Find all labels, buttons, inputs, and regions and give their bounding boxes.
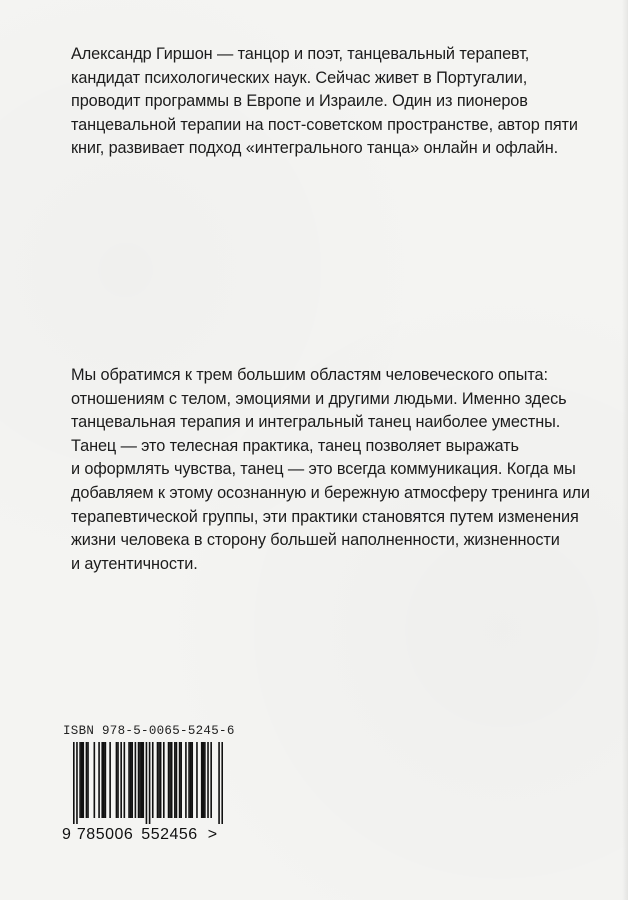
barcode-bar bbox=[82, 742, 84, 818]
barcode-bar bbox=[171, 742, 173, 818]
barcode-bar bbox=[135, 742, 137, 818]
barcode-guard-bar bbox=[76, 742, 78, 824]
barcode bbox=[73, 742, 223, 824]
barcode-bar bbox=[196, 742, 198, 818]
barcode-bar bbox=[191, 742, 193, 818]
bio-line: проводит программы в Европе и Израиле. Один из пионеров bbox=[71, 92, 528, 111]
barcode-bar bbox=[174, 742, 176, 818]
barcode-bar bbox=[117, 742, 119, 818]
barcode-bar bbox=[81, 742, 83, 818]
barcode-bar bbox=[202, 742, 204, 818]
barcode-group-left: 785006 bbox=[76, 826, 134, 843]
description-line: и оформлять чувства, танец — это всегда коммуникация. Когда мы bbox=[71, 460, 576, 479]
barcode-bar bbox=[116, 742, 118, 818]
barcode-bar bbox=[169, 742, 171, 818]
barcode-first-digit: 9 bbox=[62, 826, 71, 843]
barcode-bar bbox=[163, 742, 165, 818]
barcode-bar bbox=[176, 742, 178, 818]
barcode-bar bbox=[120, 742, 122, 818]
barcode-bar bbox=[109, 742, 111, 818]
barcode-bar bbox=[207, 742, 209, 818]
barcode-bar bbox=[152, 742, 154, 818]
bio-line: Александр Гиршон — танцор и поэт, танцевальный терапевт, bbox=[71, 45, 530, 63]
barcode-bar bbox=[138, 742, 140, 818]
barcode-bar bbox=[87, 742, 89, 818]
barcode-bar bbox=[179, 742, 181, 818]
barcode-guard-bar bbox=[146, 742, 148, 824]
barcode-group-right: 552456 bbox=[141, 826, 198, 843]
barcode-digits bbox=[62, 826, 217, 844]
author-bio bbox=[71, 43, 591, 161]
barcode-bar bbox=[180, 742, 182, 818]
barcode-bar bbox=[160, 742, 162, 818]
barcode-bar bbox=[141, 742, 143, 818]
barcode-bar bbox=[103, 742, 105, 818]
barcode-guard-bar bbox=[221, 742, 223, 824]
barcode-bar bbox=[128, 742, 130, 818]
barcode-bar bbox=[79, 742, 81, 818]
bio-line: кандидат психологических наук. Сейчас живет в Португалии, bbox=[71, 68, 528, 87]
barcode-bar bbox=[105, 742, 107, 818]
barcode-guard-bar bbox=[73, 742, 75, 824]
barcode-bar bbox=[157, 742, 159, 818]
bio-line: танцевальной терапии на пост-советском пространстве, автор пяти bbox=[71, 115, 578, 134]
barcode-bar bbox=[142, 742, 144, 818]
barcode-bar bbox=[204, 742, 206, 818]
description-line: танцевальная терапия и интегральный танец наиболее уместны. bbox=[71, 413, 561, 432]
description-line: Мы обратимся к трем большим областям человеческого опыта: bbox=[71, 366, 548, 384]
barcode-bar bbox=[188, 742, 190, 818]
description-line: отношениям с телом, эмоциями и другими людьми. Именно здесь bbox=[71, 389, 567, 408]
barcode-bar bbox=[124, 742, 126, 818]
description-line: и аутентичности. bbox=[71, 554, 198, 573]
barcode-bar bbox=[210, 742, 212, 818]
description-line: добавляем к этому осознанную и бережную атмосферу тренинга или bbox=[71, 483, 590, 502]
barcode-bar bbox=[98, 742, 100, 818]
description-line: терапевтической группы, эти практики становятся путем изменения bbox=[71, 507, 579, 526]
barcode-bar bbox=[158, 742, 160, 818]
barcode-bar bbox=[86, 742, 88, 818]
barcode-bar bbox=[185, 742, 187, 818]
barcode-bar bbox=[130, 742, 132, 818]
barcode-bar bbox=[131, 742, 133, 818]
barcode-bar bbox=[139, 742, 141, 818]
barcode-bar bbox=[94, 742, 96, 818]
barcode-arrow: > bbox=[207, 826, 218, 843]
description-line: Танец — это телесная практика, танец позволяет выражать bbox=[71, 436, 519, 455]
barcode-bar bbox=[201, 742, 203, 818]
barcode-guard-bar bbox=[218, 742, 220, 824]
isbn-label: ISBN 978-5-0065-5245-6 bbox=[63, 724, 235, 738]
book-description bbox=[71, 364, 591, 576]
barcode-bar bbox=[101, 742, 103, 818]
barcode-guard-bar bbox=[149, 742, 151, 824]
description-line: жизни человека в сторону большей наполненности, жизненности bbox=[71, 531, 560, 550]
barcode-bar bbox=[190, 742, 192, 818]
page-edge-shadow bbox=[622, 0, 628, 900]
bio-line: книг, развивает подход «интегрального танца» онлайн и офлайн. bbox=[71, 139, 559, 158]
barcode-bar bbox=[168, 742, 170, 818]
